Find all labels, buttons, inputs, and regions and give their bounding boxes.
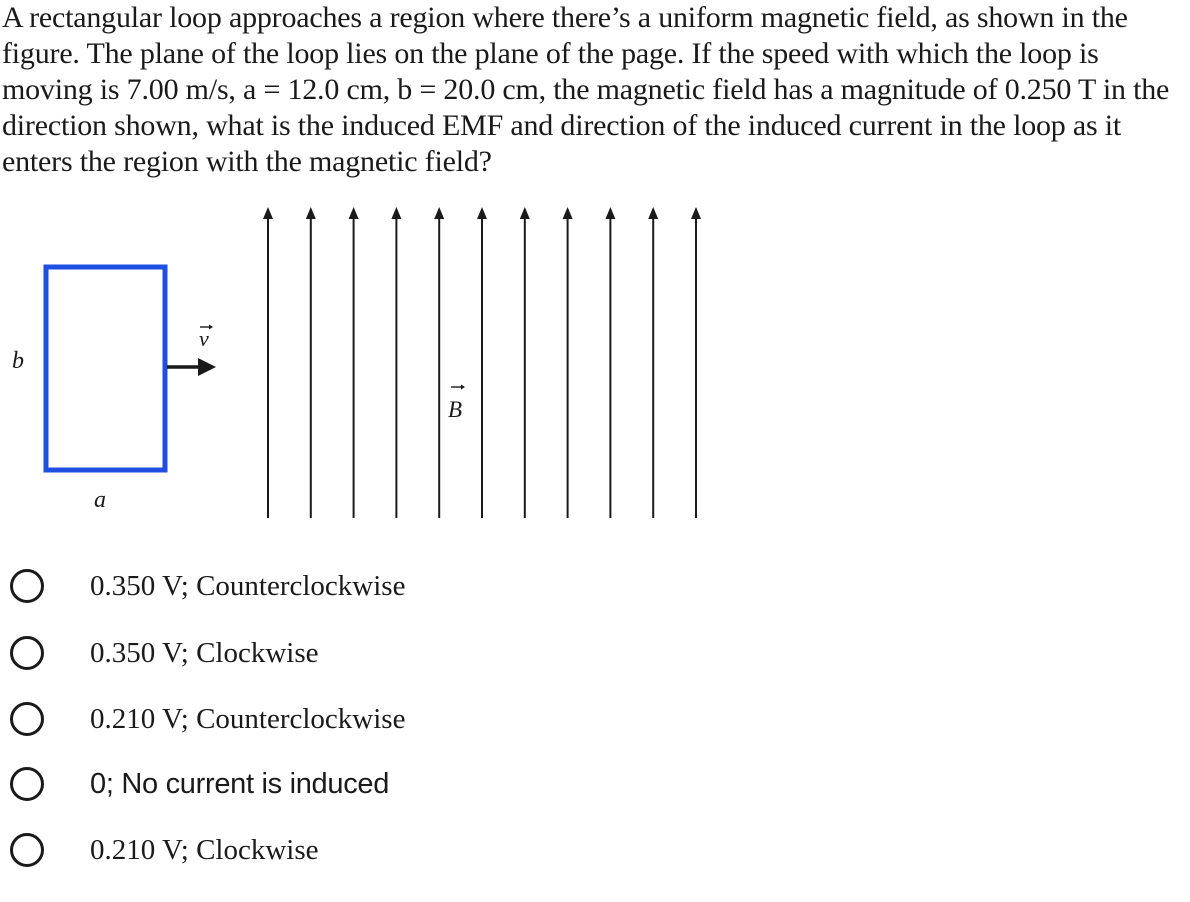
field-line — [605, 207, 615, 518]
field-line — [434, 207, 444, 518]
arrow-up-icon — [434, 207, 444, 219]
magnetic-field-diagram — [0, 195, 760, 530]
arrow-up-icon — [648, 207, 658, 219]
side-label-a: a — [94, 487, 106, 513]
field-line — [691, 207, 701, 518]
answer-option-label: 0.350 V; Clockwise — [90, 636, 319, 669]
field-line — [563, 207, 573, 518]
side-label-b: b — [12, 348, 24, 374]
svg-text:B: B — [448, 397, 463, 422]
field-line — [648, 207, 658, 518]
radio-button[interactable] — [10, 569, 44, 603]
arrow-up-icon — [477, 207, 487, 219]
answer-option[interactable] — [10, 561, 405, 611]
answer-option-label: 0; No current is induced — [90, 767, 390, 800]
arrow-up-icon — [391, 207, 401, 219]
arrow-up-icon — [563, 207, 573, 219]
velocity-label — [199, 325, 213, 352]
arrow-up-icon — [306, 207, 316, 219]
arrow-up-icon — [520, 207, 530, 219]
answer-option[interactable] — [10, 825, 319, 875]
field-line — [391, 207, 401, 518]
magnetic-field-lines — [263, 207, 701, 518]
rectangular-loop — [46, 267, 165, 470]
field-line — [520, 207, 530, 518]
question-text: A rectangular loop approaches a region where there’s a uniform magnetic field, as shown in the figure. The plane of the loop lies on the plane of the page. If the speed with which the loop is moving is 7.00 m/s, a = 12.0 cm, b = 20.0 cm, the magnetic field has a magnitude of 0.250 T in the direction shown, what is the induced EMF and direction of the induced current in the loop as it enters the region with the magnetic field? — [2, 1, 1170, 178]
field-line — [306, 207, 316, 518]
answer-option[interactable] — [10, 628, 319, 678]
answer-option[interactable] — [10, 759, 389, 809]
field-line — [349, 207, 359, 518]
field-line — [263, 207, 273, 518]
arrow-up-icon — [691, 207, 701, 219]
radio-button[interactable] — [10, 636, 44, 670]
arrow-up-icon — [605, 207, 615, 219]
radio-button[interactable] — [10, 833, 44, 867]
answer-option-label: 0.350 V; Counterclockwise — [90, 569, 406, 602]
field-line — [477, 207, 487, 518]
field-label — [448, 385, 465, 423]
answer-option-label: 0.210 V; Clockwise — [90, 833, 319, 866]
radio-button[interactable] — [10, 702, 44, 736]
answer-option-label: 0.210 V; Counterclockwise — [90, 702, 406, 735]
velocity-arrow-icon — [167, 358, 216, 376]
svg-text:v: v — [199, 326, 209, 351]
arrow-up-icon — [263, 207, 273, 219]
radio-button[interactable] — [10, 767, 44, 801]
answer-option[interactable] — [10, 694, 405, 744]
arrow-up-icon — [349, 207, 359, 219]
